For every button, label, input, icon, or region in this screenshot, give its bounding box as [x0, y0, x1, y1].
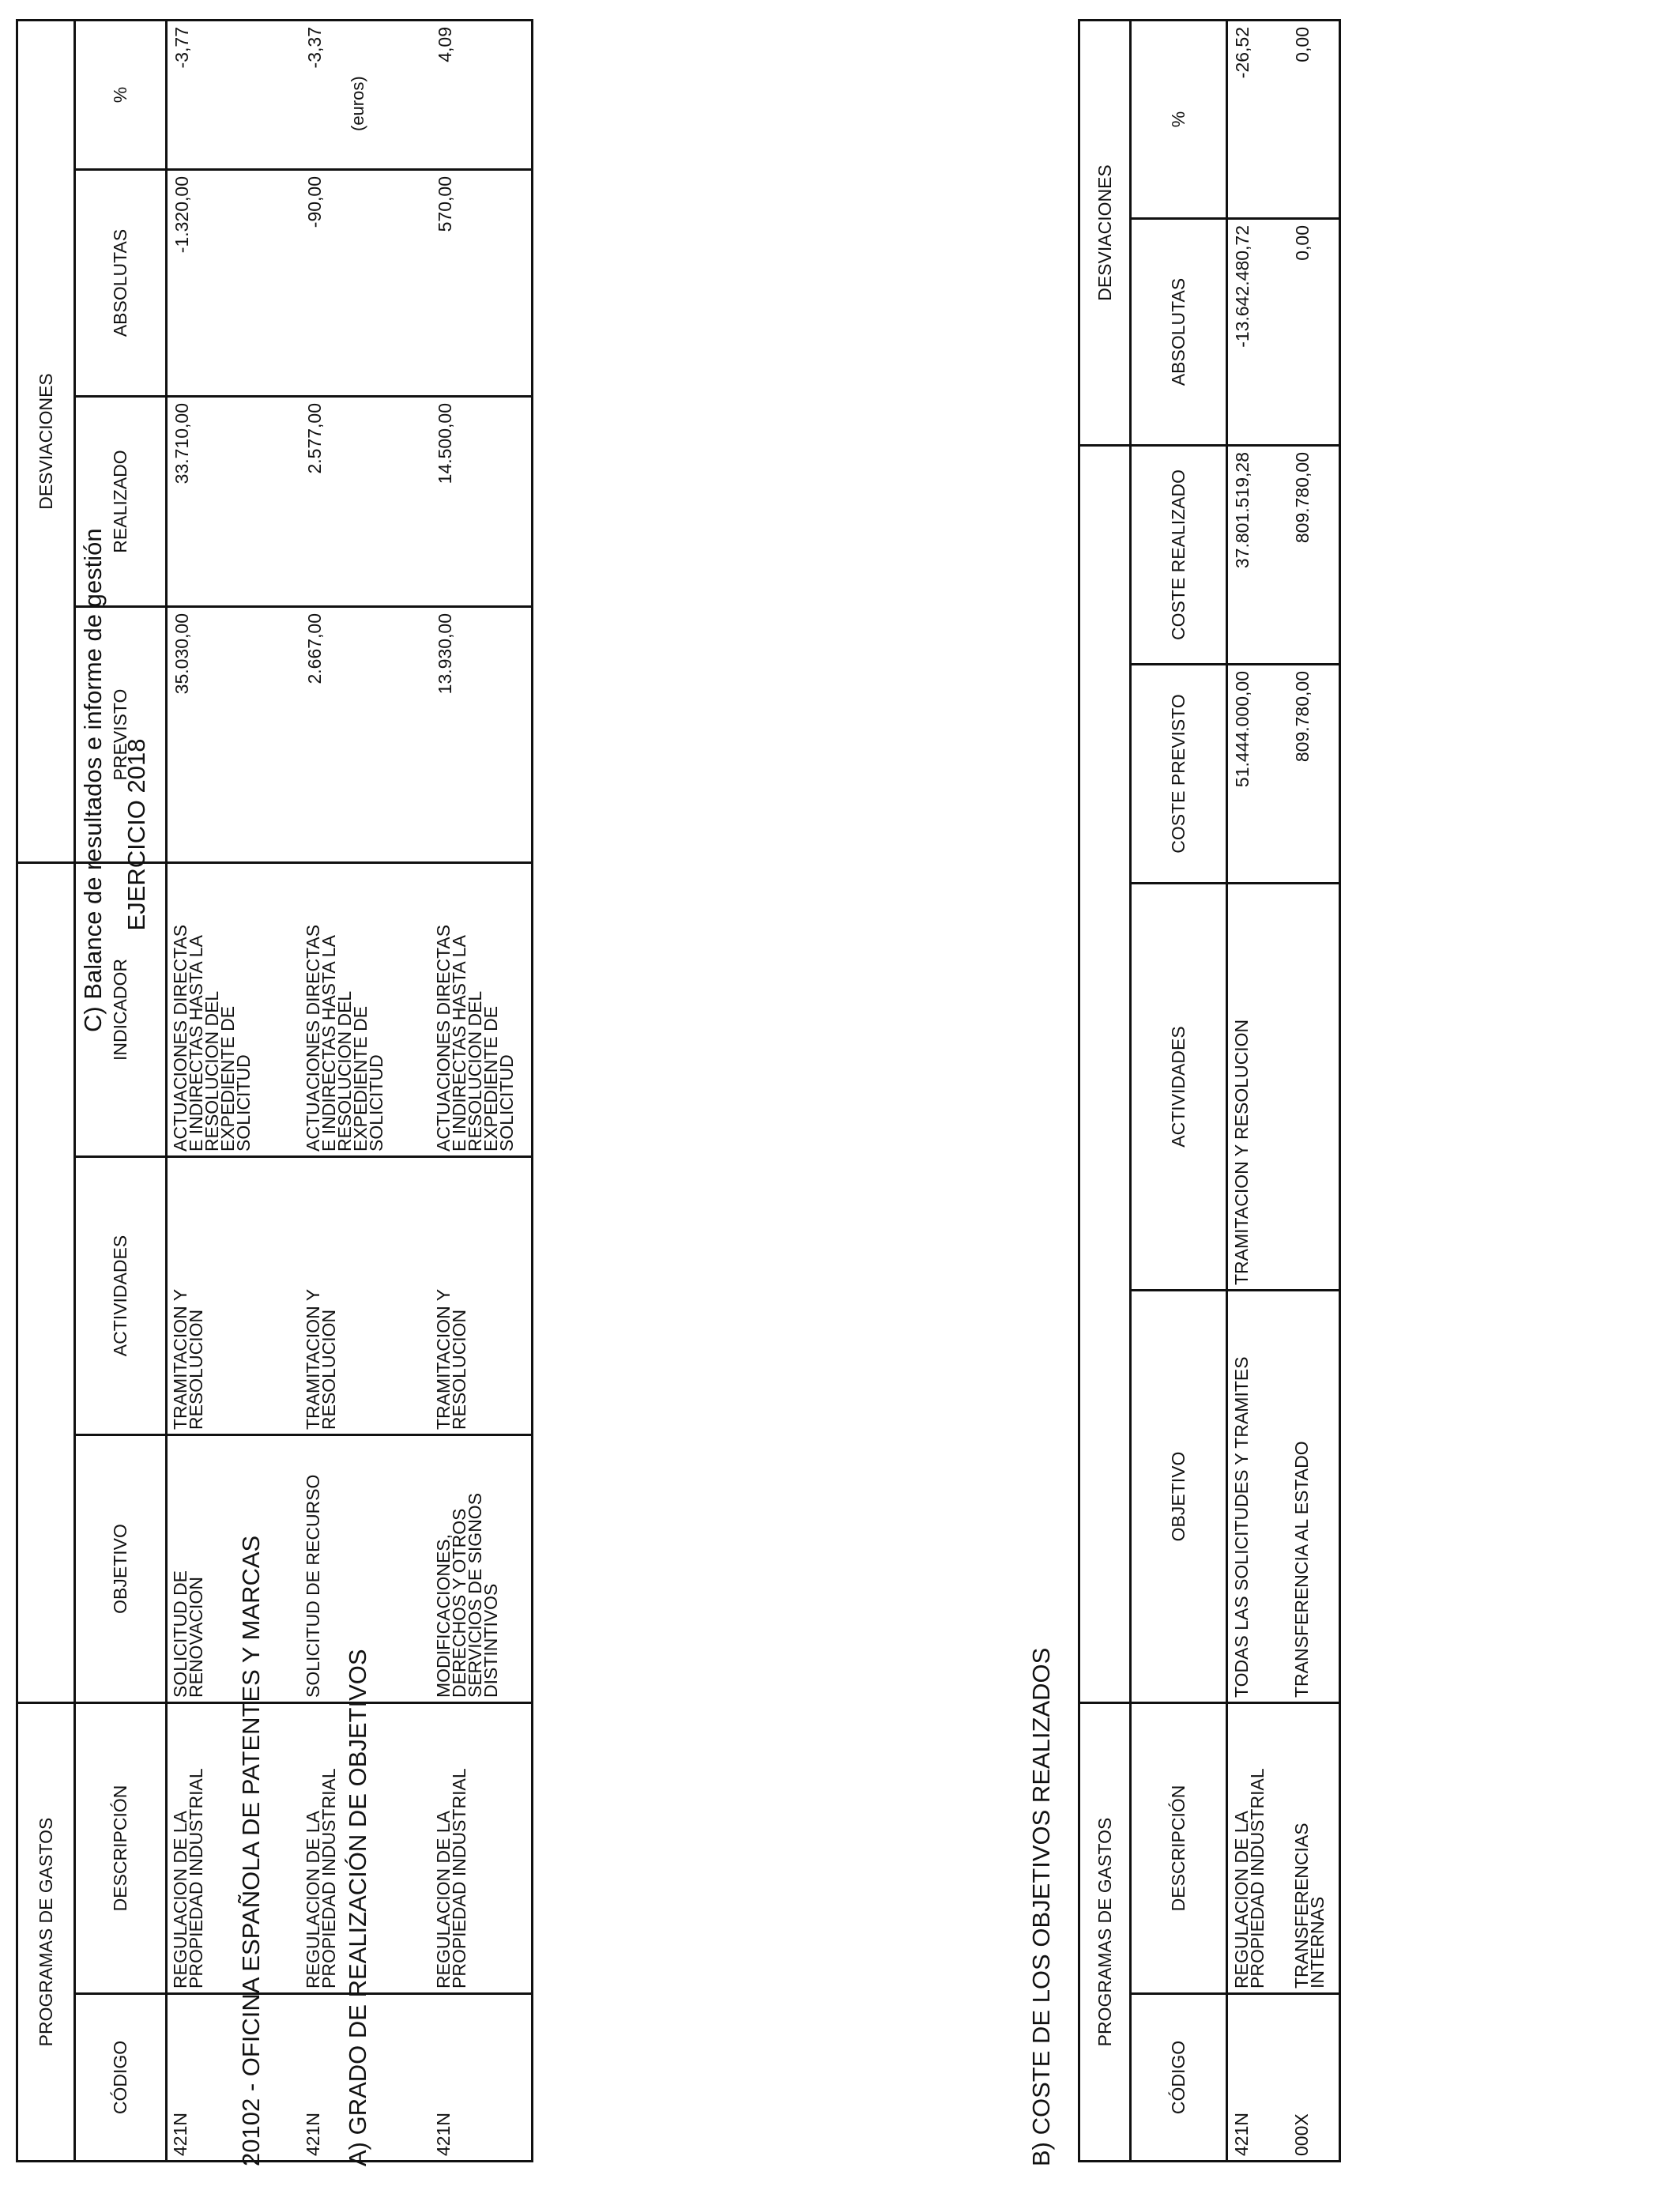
cell-codigo: 421N	[170, 2113, 190, 2156]
cell-actividades-l2: RESOLUCION	[318, 1309, 339, 1430]
cell-previsto: 13.930,00	[435, 613, 455, 695]
cell-objetivo-l1: SOLICITUD DE	[170, 1570, 190, 1698]
cell-codigo: 421N	[433, 2113, 454, 2156]
table-a-header-descripcion: DESCRIPCIÓN	[73, 1702, 168, 1995]
cell-actividades: TRAMITACION Y RESOLUCION	[1231, 1019, 1252, 1285]
cell-objetivo: TRANSFERENCIA AL ESTADO	[1291, 1441, 1312, 1698]
table-b-header-coste-previsto: COSTE PREVISTO	[1129, 663, 1228, 884]
table-a-col-absolutas	[165, 168, 533, 398]
cell-indicador-l4: EXPEDIENTE DE	[217, 1005, 238, 1152]
table-a-header-objetivo: OBJETIVO	[73, 1434, 168, 1704]
table-a-col-pct	[165, 19, 533, 171]
cell-objetivo-l3: SERVICIOS DE SIGNOS	[465, 1492, 485, 1698]
cell-indicador-l2: E INDIRECTAS HASTA LA	[318, 935, 339, 1152]
table-a-header-codigo: CÓDIGO	[73, 1992, 168, 2162]
table-b-header-codigo: CÓDIGO	[1129, 1992, 1228, 2162]
table-a-col-realizado	[165, 395, 533, 608]
table-a-header-absolutas: ABSOLUTAS	[73, 168, 168, 398]
table-a-header-pct: %	[73, 19, 168, 171]
table-a-col-codigo	[165, 1992, 533, 2162]
cell-descripcion-l1: REGULACION DE LA	[433, 1811, 454, 1989]
cell-indicador-l1: ACTUACIONES DIRECTAS	[303, 924, 323, 1152]
report-subtitle: EJERCICIO 2018	[122, 738, 150, 931]
cell-indicador-l4: EXPEDIENTE DE	[480, 1005, 501, 1152]
cell-indicador-l2: E INDIRECTAS HASTA LA	[449, 935, 469, 1152]
cell-descripcion-l1: REGULACION DE LA	[303, 1811, 323, 1989]
cell-previsto: 35.030,00	[171, 613, 192, 695]
table-b-header-descripcion: DESCRIPCIÓN	[1129, 1702, 1228, 1995]
cell-descripcion-l1: REGULACION DE LA	[1231, 1811, 1252, 1989]
table-b-header-pct: %	[1129, 19, 1228, 220]
cell-indicador-l3: RESOLUCION DEL	[465, 990, 485, 1152]
table-a-col-actividades	[165, 1155, 533, 1436]
cell-descripcion-l2: PROPIEDAD INDUSTRIAL	[1247, 1768, 1268, 1989]
table-b-header-absolutas: ABSOLUTAS	[1129, 217, 1228, 447]
section-a-title: A) GRADO DE REALIZACIÓN DE OBJETIVOS	[344, 1649, 371, 2166]
cell-coste-previsto: 51.444.000,00	[1232, 671, 1252, 788]
cell-objetivo-l2: DERECHOS Y OTROS	[449, 1508, 469, 1698]
cell-absolutas: -13.642.480,72	[1232, 225, 1252, 348]
cell-indicador-l5: SOLICITUD	[233, 1054, 254, 1152]
cell-objetivo-l1: SOLICITUD DE RECURSO	[303, 1474, 323, 1698]
cell-indicador-l3: RESOLUCION DEL	[202, 990, 222, 1152]
cell-codigo: 421N	[1231, 2113, 1252, 2156]
cell-indicador-l1: ACTUACIONES DIRECTAS	[170, 924, 190, 1152]
cell-realizado: 14.500,00	[435, 403, 455, 484]
cell-pct: 4,09	[435, 27, 455, 62]
cell-descripcion-l2: INTERNAS	[1307, 1896, 1328, 1989]
cell-descripcion-l2: PROPIEDAD INDUSTRIAL	[186, 1768, 206, 1989]
cell-objetivo-l2: RENOVACION	[186, 1577, 206, 1698]
cell-indicador-l2: E INDIRECTAS HASTA LA	[186, 935, 206, 1152]
cell-codigo: 000X	[1291, 2113, 1312, 2156]
cell-absolutas: 0,00	[1292, 225, 1313, 261]
units-label: (euros)	[348, 76, 367, 131]
table-a-col-previsto	[165, 605, 533, 864]
cell-indicador-l1: ACTUACIONES DIRECTAS	[433, 924, 454, 1152]
table-a-header-programas: PROGRAMAS DE GASTOS	[16, 1702, 76, 2162]
cell-previsto: 2.667,00	[304, 613, 325, 684]
table-b-header-coste-realizado: COSTE REALIZADO	[1129, 444, 1228, 665]
cell-coste-realizado: 37.801.519,28	[1232, 452, 1252, 569]
section-b-title: B) COSTE DE LOS OBJETIVOS REALIZADOS	[1027, 1647, 1055, 2166]
report-title: C) Balance de resultados e informe de gestión	[79, 528, 107, 1032]
table-a-header-realizado: REALIZADO	[73, 395, 168, 608]
cell-actividades-l2: RESOLUCION	[186, 1309, 206, 1430]
cell-actividades-l2: RESOLUCION	[449, 1309, 469, 1430]
cell-objetivo-l4: DISTINTIVOS	[480, 1583, 501, 1698]
table-b-header-programas: PROGRAMAS DE GASTOS	[1078, 1702, 1132, 2162]
cell-pct: -3,37	[304, 27, 325, 69]
table-a-header-indicador: INDICADOR	[73, 861, 168, 1158]
table-b-header-actividades: ACTIVIDADES	[1129, 882, 1228, 1291]
cell-objetivo: TODAS LAS SOLICITUDES Y TRAMITES	[1231, 1356, 1252, 1698]
table-a-header-previsto: PREVISTO	[73, 605, 168, 864]
cell-coste-previsto: 809.780,00	[1292, 671, 1313, 763]
cell-actividades-l1: TRAMITACION Y	[170, 1288, 190, 1430]
cell-actividades-l1: TRAMITACION Y	[303, 1288, 323, 1430]
cell-indicador-l3: RESOLUCION DEL	[334, 990, 355, 1152]
cell-codigo: 421N	[303, 2113, 323, 2156]
cell-pct: -3,77	[171, 27, 192, 69]
cell-coste-realizado: 809.780,00	[1292, 452, 1313, 544]
cell-indicador-l4: EXPEDIENTE DE	[350, 1005, 371, 1152]
table-a-header-actividades: ACTIVIDADES	[73, 1155, 168, 1436]
cell-descripcion-l1: TRANSFERENCIAS	[1291, 1823, 1312, 1989]
cell-realizado: 2.577,00	[304, 403, 325, 474]
cell-absolutas: -1.320,00	[171, 176, 192, 254]
cell-actividades-l1: TRAMITACION Y	[433, 1288, 454, 1430]
entity-title: 20102 - OFICINA ESPAÑOLA DE PATENTES Y MARCAS	[237, 1535, 265, 2166]
cell-realizado: 33.710,00	[171, 403, 192, 484]
cell-descripcion-l2: PROPIEDAD INDUSTRIAL	[449, 1768, 469, 1989]
table-b-header-desviaciones: DESVIACIONES	[1078, 19, 1132, 447]
cell-pct: 0,00	[1292, 27, 1313, 62]
cell-descripcion-l1: REGULACION DE LA	[170, 1811, 190, 1989]
table-b-header-objetivo: OBJETIVO	[1129, 1289, 1228, 1704]
cell-objetivo-l1: MODIFICACIONES,	[433, 1533, 454, 1698]
cell-indicador-l5: SOLICITUD	[496, 1054, 517, 1152]
table-a-header-desviaciones: DESVIACIONES	[16, 19, 76, 864]
cell-indicador-l5: SOLICITUD	[366, 1054, 386, 1152]
cell-absolutas: -90,00	[304, 176, 325, 228]
table-a-col-descripcion	[165, 1702, 533, 1995]
table-b-header-empty	[1078, 444, 1132, 1704]
cell-absolutas: 570,00	[435, 176, 455, 232]
cell-pct: -26,52	[1232, 27, 1252, 79]
table-a-header-empty	[16, 861, 76, 1704]
cell-descripcion-l2: PROPIEDAD INDUSTRIAL	[318, 1768, 339, 1989]
